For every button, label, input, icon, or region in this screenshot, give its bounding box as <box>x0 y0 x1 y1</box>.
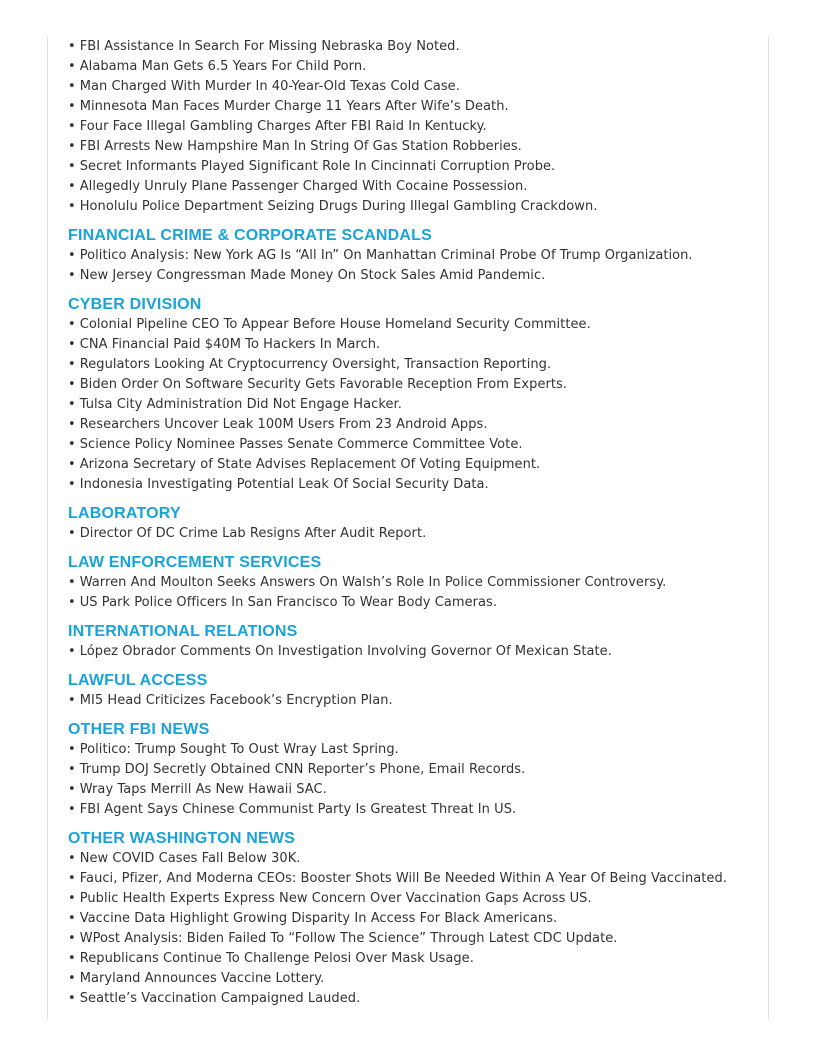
list-item[interactable]: • FBI Assistance In Search For Missing Nebraska Boy Noted. <box>68 39 460 54</box>
list-item[interactable]: • US Park Police Officers In San Francisco To Wear Body Cameras. <box>68 595 498 610</box>
list-item[interactable]: • Arizona Secretary of State Advises Replacement Of Voting Equipment. <box>68 457 541 472</box>
section-international-relations <box>68 622 758 662</box>
list-item[interactable]: • Maryland Announces Vaccine Lottery. <box>68 971 325 986</box>
list-item[interactable]: • Science Policy Nominee Passes Senate Commerce Committee Vote. <box>68 437 523 452</box>
list-item[interactable]: • Republicans Continue To Challenge Pelosi Over Mask Usage. <box>68 951 474 966</box>
right-border-rule <box>768 37 769 1019</box>
section-heading: INTERNATIONAL RELATIONS <box>68 623 298 640</box>
list-item[interactable]: • Honolulu Police Department Seizing Drugs During Illegal Gambling Crackdown. <box>68 199 598 214</box>
list-item[interactable]: • Vaccine Data Highlight Growing Disparity In Access For Black Americans. <box>68 911 558 926</box>
left-border-rule <box>47 37 48 1019</box>
list-item[interactable]: • Seattle’s Vaccination Campaigned Lauded. <box>68 991 361 1006</box>
list-item[interactable]: • Minnesota Man Faces Murder Charge 11 Years After Wife’s Death. <box>68 99 509 114</box>
section-heading: OTHER FBI NEWS <box>68 721 210 738</box>
list-item[interactable]: • Politico: Trump Sought To Oust Wray Last Spring. <box>68 742 399 757</box>
section-lawful-access <box>68 671 758 711</box>
section-heading: LABORATORY <box>68 505 181 522</box>
list-item[interactable]: • CNA Financial Paid $40M To Hackers In March. <box>68 337 381 352</box>
news-digest <box>68 37 758 1009</box>
section-laboratory <box>68 504 758 544</box>
list-item[interactable]: • Public Health Experts Express New Concern Over Vaccination Gaps Across US. <box>68 891 592 906</box>
list-item[interactable]: • Indonesia Investigating Potential Leak Of Social Security Data. <box>68 477 489 492</box>
section-heading: LAWFUL ACCESS <box>68 672 208 689</box>
list-item[interactable]: • Regulators Looking At Cryptocurrency Oversight, Transaction Reporting. <box>68 357 552 372</box>
list-item[interactable]: • Tulsa City Administration Did Not Engage Hacker. <box>68 397 402 412</box>
section-heading: CYBER DIVISION <box>68 296 202 313</box>
list-item[interactable]: • Allegedly Unruly Plane Passenger Charged With Cocaine Possession. <box>68 179 528 194</box>
list-item[interactable]: • Colonial Pipeline CEO To Appear Before House Homeland Security Committee. <box>68 317 591 332</box>
section-heading: OTHER WASHINGTON NEWS <box>68 830 296 847</box>
list-item[interactable]: • Four Face Illegal Gambling Charges After FBI Raid In Kentucky. <box>68 119 487 134</box>
list-item[interactable]: • WPost Analysis: Biden Failed To “Follow The Science” Through Latest CDC Update. <box>68 931 618 946</box>
section-other-fbi-news <box>68 720 758 820</box>
list-item[interactable]: • Alabama Man Gets 6.5 Years For Child Porn. <box>68 59 367 74</box>
list-item[interactable]: • Biden Order On Software Security Gets Favorable Reception From Experts. <box>68 377 568 392</box>
list-item[interactable]: • Trump DOJ Secretly Obtained CNN Reporter’s Phone, Email Records. <box>68 762 526 777</box>
list-item[interactable]: • Secret Informants Played Significant Role In Cincinnati Corruption Probe. <box>68 159 556 174</box>
list-item[interactable]: • Warren And Moulton Seeks Answers On Walsh’s Role In Police Commissioner Controversy. <box>68 575 667 590</box>
section-law-enforcement <box>68 553 758 613</box>
list-item[interactable]: • Director Of DC Crime Lab Resigns After Audit Report. <box>68 526 427 541</box>
list-item[interactable]: • MI5 Head Criticizes Facebook’s Encryption Plan. <box>68 693 393 708</box>
section-financial-crime <box>68 226 758 286</box>
list-item[interactable]: • FBI Agent Says Chinese Communist Party Is Greatest Threat In US. <box>68 802 517 817</box>
list-item[interactable]: • Wray Taps Merrill As New Hawaii SAC. <box>68 782 327 797</box>
section-heading: LAW ENFORCEMENT SERVICES <box>68 554 322 571</box>
section-heading: FINANCIAL CRIME & CORPORATE SCANDALS <box>68 227 432 244</box>
list-item[interactable]: • Researchers Uncover Leak 100M Users From 23 Android Apps. <box>68 417 488 432</box>
list-item[interactable]: • FBI Arrests New Hampshire Man In String Of Gas Station Robberies. <box>68 139 522 154</box>
list-item[interactable]: • New COVID Cases Fall Below 30K. <box>68 851 301 866</box>
list-item[interactable]: • Man Charged With Murder In 40-Year-Old Texas Cold Case. <box>68 79 460 94</box>
section-other-washington-news <box>68 829 758 1009</box>
section-cyber-division <box>68 295 758 495</box>
list-item[interactable]: • Fauci, Pfizer, And Moderna CEOs: Booster Shots Will Be Needed Within A Year Of Being Vaccinated. <box>68 871 727 886</box>
intro-list <box>68 37 758 217</box>
list-item[interactable]: • López Obrador Comments On Investigation Involving Governor Of Mexican State. <box>68 644 612 659</box>
list-item[interactable]: • Politico Analysis: New York AG Is “All In” On Manhattan Criminal Probe Of Trump Organization. <box>68 248 693 263</box>
list-item[interactable]: • New Jersey Congressman Made Money On Stock Sales Amid Pandemic. <box>68 268 546 283</box>
